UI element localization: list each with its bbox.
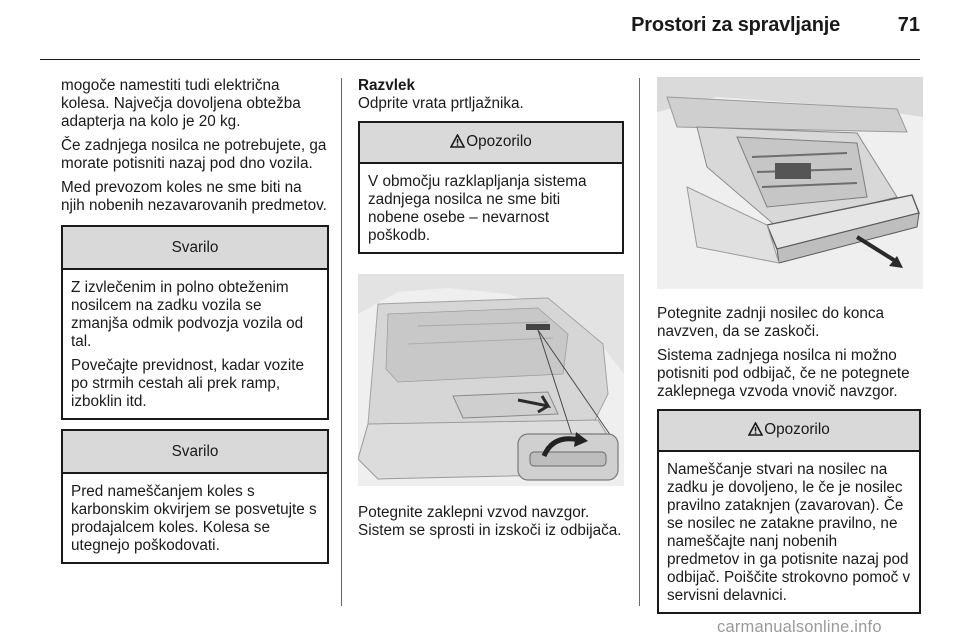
warning-box — [657, 409, 921, 614]
figure-caption: Potegnite zaklepni vzvod navzgor. Sistem se sprosti in izskoči iz odbijača. — [358, 504, 622, 539]
tailgate-release-lever-figure — [358, 274, 624, 486]
warning-box — [358, 121, 624, 254]
caution-title: Svarilo — [63, 227, 327, 270]
caution-text: Pred nameščanjem koles s karbonskim okvirjem se posvetujte s prodajalcem koles. Kolesa se utegnejo poškodovati. — [71, 483, 317, 554]
caution-title: Svarilo — [63, 431, 327, 474]
header-rule — [40, 59, 920, 60]
paragraph: Sistema zadnjega nosilca ni možno potisniti pod odbijač, če ne potegnete zaklepnega vzvoda vnovič navzgor. — [657, 347, 910, 400]
warning-title-row — [360, 123, 622, 164]
column-2 — [358, 77, 624, 546]
caution-box — [61, 429, 329, 564]
paragraph: Med prevozom koles ne sme biti na njih nobenih nezavarovanih predmetov. — [61, 179, 327, 214]
section-heading: Razvlek — [358, 77, 415, 94]
caution-box — [61, 225, 329, 420]
warning-title: Opozorilo — [764, 421, 830, 438]
warning-text: V območju razklapljanja sistema zadnjega nosilca ne sme biti nobene osebe – nevarnost poškodb. — [368, 173, 587, 244]
paragraph: Če zadnjega nosilca ne potrebujete, ga morate potisniti nazaj pod dno vozila. — [61, 137, 327, 172]
column-3 — [657, 77, 925, 614]
caution-text: Z izvlečenim in polno obteženim nosilcem na zadku vozila se zmanjša odmik podvozja vozila od tal. — [71, 279, 304, 350]
page-number: 71 — [897, 14, 920, 36]
column-divider — [341, 78, 342, 606]
paragraph: mogoče namestiti tudi električna kolesa. Največja dovoljena obtežba adapterja na kolo je 20 kg. — [61, 77, 301, 130]
warning-triangle-icon — [748, 422, 763, 441]
rear-carrier-pullout-figure — [657, 77, 923, 289]
warning-title: Opozorilo — [466, 133, 532, 150]
warning-title-row — [659, 411, 919, 452]
paragraph: Potegnite zadnji nosilec do konca navzven, da se zaskoči. — [657, 305, 885, 340]
paragraph: Odprite vrata prtljažnika. — [358, 95, 524, 112]
page-title: Prostori za spravljanje — [631, 14, 840, 36]
watermark: carmanualsonline.info — [717, 618, 882, 636]
caution-text: Povečajte previdnost, kadar vozite po strmih cestah ali prek ramp, izboklin itd. — [71, 357, 304, 410]
warning-triangle-icon — [450, 134, 465, 153]
column-divider — [639, 78, 640, 606]
column-1 — [61, 77, 329, 564]
warning-text: Nameščanje stvari na nosilec na zadku je dovoljeno, le če je nosilec pravilno zataknjen (zavarovan). Če se nosilec ne zatakne pravilno, ne nameščajte nanj nobenih predmetov in ga potisnite nazaj pod odbijač. Poiščite strokovno pomoč v servisni delavnici. — [667, 461, 911, 604]
